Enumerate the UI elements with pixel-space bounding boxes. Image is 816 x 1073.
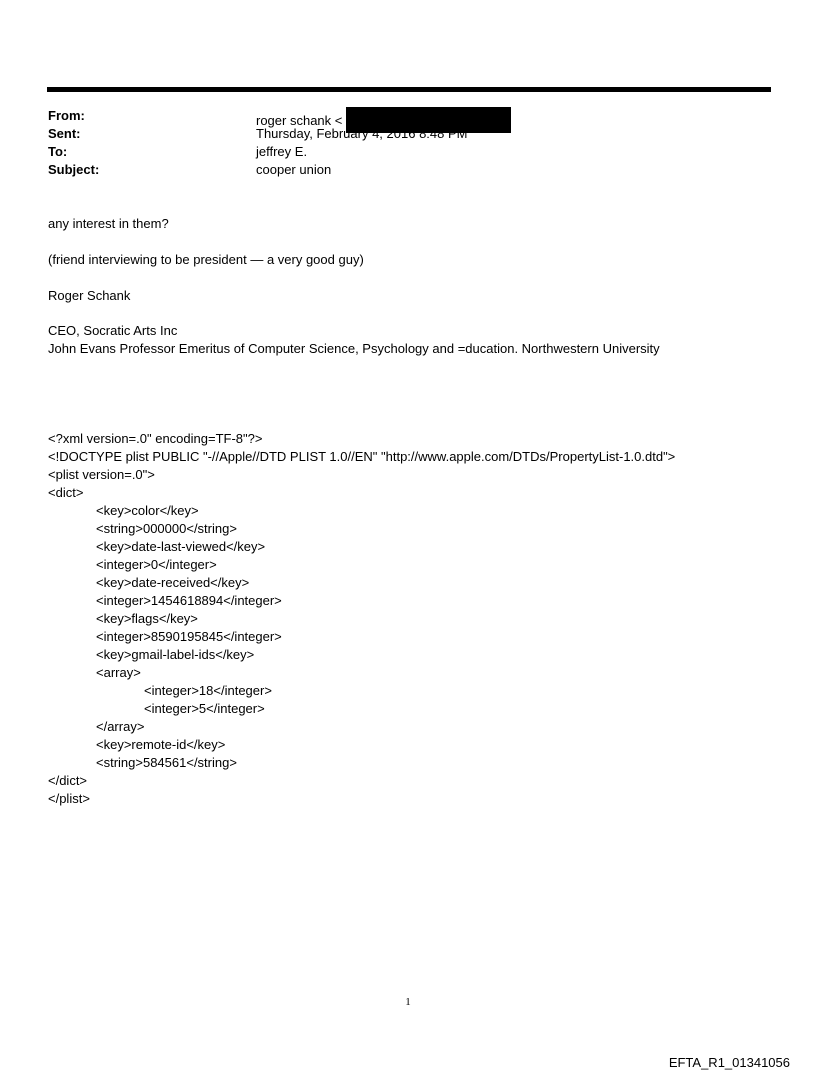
subject-label: Subject:: [48, 162, 100, 177]
from-sender: roger schank <: [256, 113, 343, 128]
plist-line: <string>584561</string>: [96, 755, 237, 770]
plist-line: <?xml version=.0" encoding=TF-8"?>: [48, 431, 263, 446]
plist-line: <integer>5</integer>: [144, 701, 265, 716]
signature-name: Roger Schank: [48, 288, 131, 303]
document-id: EFTA_R1_01341056: [668, 1055, 790, 1070]
plist-line: <integer>18</integer>: [144, 683, 272, 698]
signature-affiliation: John Evans Professor Emeritus of Computer Science, Psychology and =ducation. Northwestern University: [48, 341, 660, 356]
sent-value: Thursday, February 4, 2016 8:48 PM: [256, 126, 468, 141]
page-number: 1: [405, 996, 411, 1008]
plist-line: <integer>8590195845</integer>: [96, 629, 282, 644]
plist-line: <key>gmail-label-ids</key>: [96, 647, 255, 662]
plist-line: <dict>: [48, 485, 84, 500]
plist-line: <key>remote-id</key>: [96, 737, 226, 752]
plist-line: </array>: [96, 719, 145, 734]
plist-line: <!DOCTYPE plist PUBLIC "-//Apple//DTD PLIST 1.0//EN" "http://www.apple.com/DTDs/PropertyList-1.0.dtd">: [48, 449, 676, 464]
to-label: To:: [48, 144, 68, 159]
plist-line: <integer>0</integer>: [96, 557, 217, 572]
body-line: any interest in them?: [48, 216, 169, 231]
plist-line: <plist version=.0">: [48, 467, 155, 482]
plist-line: </plist>: [48, 791, 90, 806]
subject-value: cooper union: [256, 162, 332, 177]
header-rule: [47, 87, 771, 92]
to-value: jeffrey E.: [256, 144, 308, 159]
sent-label: Sent:: [48, 126, 81, 141]
plist-line: <key>color</key>: [96, 503, 199, 518]
plist-line: <key>date-last-viewed</key>: [96, 539, 266, 554]
plist-line: <key>date-received</key>: [96, 575, 250, 590]
from-label: From:: [48, 108, 85, 123]
plist-line: </dict>: [48, 773, 88, 788]
plist-line: <integer>1454618894</integer>: [96, 593, 282, 608]
plist-line: <key>flags</key>: [96, 611, 198, 626]
plist-line: <string>000000</string>: [96, 521, 237, 536]
body-line: (friend interviewing to be president — a very good guy): [48, 252, 364, 267]
plist-line: <array>: [96, 665, 141, 680]
signature-title: CEO, Socratic Arts Inc: [48, 323, 178, 338]
